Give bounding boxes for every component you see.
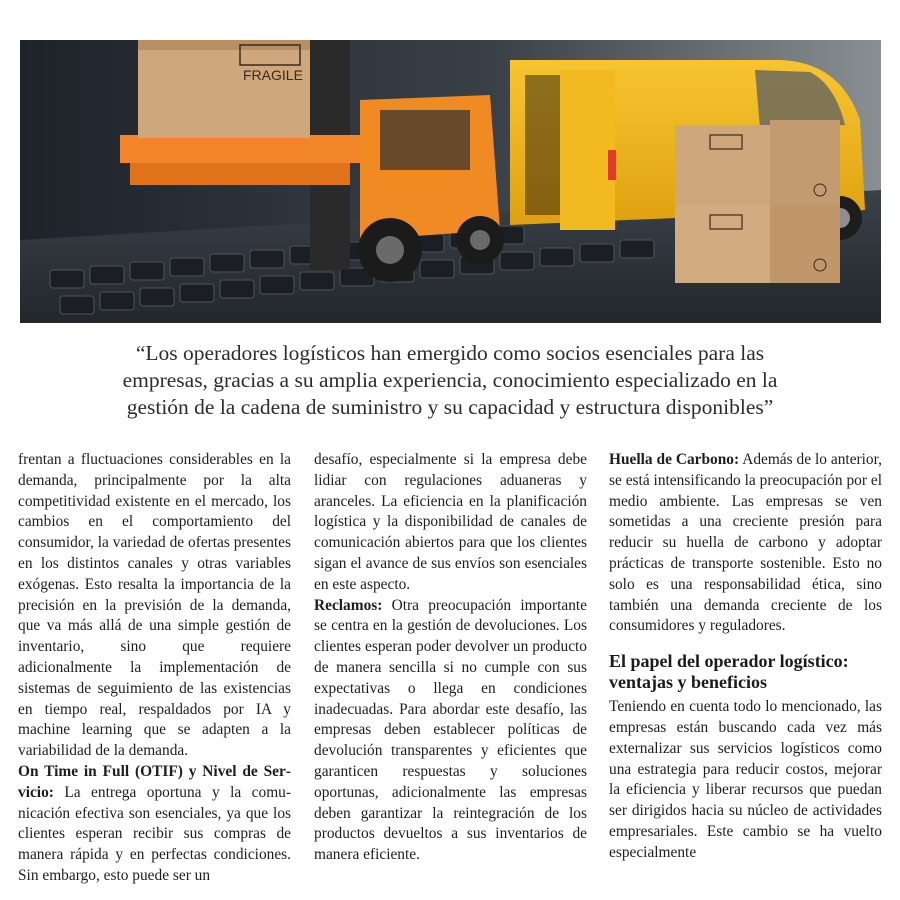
paragraph-operator: Teniendo en cuenta todo lo mencionado, las empresas están buscando cada vez más externalizar sus servicios logísticos como una estrategia para reducir costos, mejorar la eficiencia y liberar recursos que puedan ser dirigidos hacia su núcleo de actividades empresariales. Este cambio se ha vuelto especialmente — [609, 698, 882, 861]
text-carbon: Además de lo anterior, se está intensificando la preocupación por el medio ambiente. Las empresas se ven sometidas a una creciente presión para reducir su huella de carbono y adoptar prácticas de transporte sostenible. Esto no solo es una responsabilidad ética, sino también una demanda creciente de los consumidores y reguladores. — [609, 451, 882, 635]
paragraph-demand: frentan a fluctuaciones considerables en la demanda, principalmente por la alta competitividad existente en el mercado, los cambios en el comportamiento del consumidor, la variedad de ofertas presentes en los distintos canales y otras variables exógenas. Esto resalta la importancia de la precisión en la previsión de la demanda, que va más allá de una simple gestión de inventario, sino que requiere adicionalmente la implementación de sistemas de seguimiento de las existencias en tiempo real, respaldados por IA y machine learning que se adapten a la variabilidad de la demanda. — [18, 451, 291, 760]
column-3 — [609, 450, 882, 864]
paragraph-reclamos — [314, 596, 587, 866]
pull-quote-line: “Los operadores logísticos han emergido como socios esenciales para las — [135, 341, 765, 365]
paragraph-customs: desafío, especialmente si la empresa debe lidiar con regulaciones aduaneras y aranceles. La eficiencia en la planificación logística y la disponibilidad de canales de comunicación abiertos para que los clientes sigan el avance de sus envíos son esenciales en este aspecto. — [314, 451, 587, 593]
paragraph-otif — [18, 762, 291, 887]
column-1 — [18, 450, 291, 887]
stacked-boxes — [675, 120, 840, 283]
hero-image — [20, 40, 881, 323]
column-2 — [314, 450, 587, 866]
section-heading: El papel del operador logístico: ventajas y beneficios — [609, 651, 849, 693]
lead-reclamos: Reclamos: — [314, 596, 383, 614]
pull-quote-line: gestión de la cadena de suministro y su capacidad y estructura disponibles” — [126, 395, 774, 419]
lead-otif: On Time in Full (OTIF) y Nivel de Servicio: — [18, 762, 291, 801]
lead-carbon: Huella de Carbono: — [609, 451, 740, 468]
fragile-box — [138, 40, 310, 138]
paragraph-carbon — [609, 450, 882, 637]
text-otif: La entrega oportuna y la comunicación efectiva son esenciales, ya que los clientes esperan recibir sus compras de manera rápida y en perfectas condiciones. Sin embargo, esto puede ser un — [18, 783, 291, 884]
text-reclamos: Otra preocupación importante se centra en la gestión de devoluciones. Los clientes esperan poder devolver un producto de manera sencilla si no cumple con sus expectativas o llega en condiciones inadecuadas. Para abordar este desafío, las empresas deben establecer políticas de devolución transparentes y eficientes que garanticen respuestas y soluciones oportunas, adicionalmente las empresas deben garantizar la reintegración de los productos devueltos a sus inventarios de manera eficiente. — [314, 596, 587, 864]
pull-quote-line: empresas, gracias a su amplia experiencia, conocimiento especializado en la — [122, 368, 778, 392]
pull-quote — [40, 340, 860, 421]
fragile-label: FRAGILE — [243, 67, 303, 83]
